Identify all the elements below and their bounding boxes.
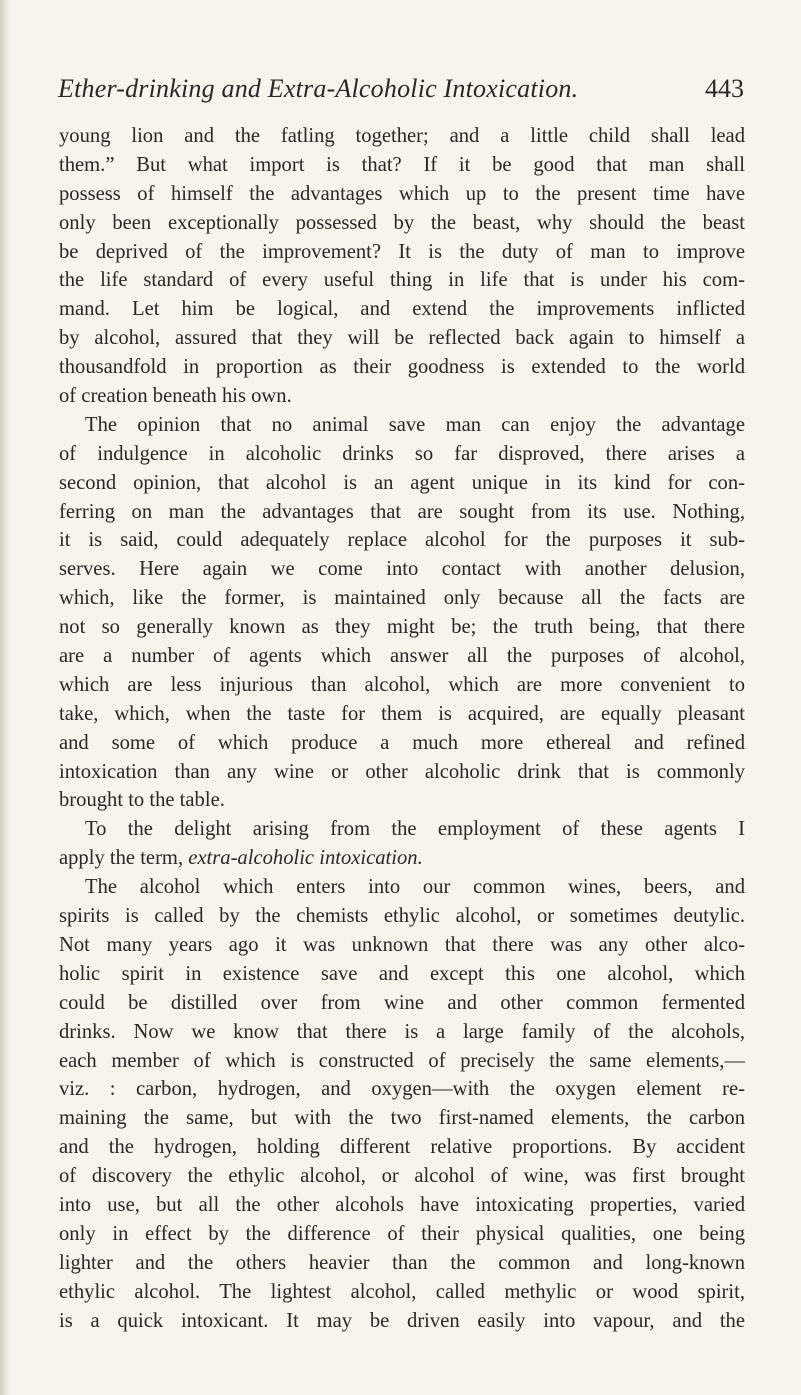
text-line: take, which, when the taste for them is acquired, are equally pleasant (59, 702, 745, 725)
paragraph-start-line: The opinion that no animal save man can enjoy the advantage (85, 413, 745, 436)
text-line: only been exceptionally possessed by the beast, why should the beast (59, 211, 745, 234)
text-line: mand. Let him be logical, and extend the improvements inflicted (59, 298, 745, 321)
text-line: viz. : carbon, hydrogen, and oxygen—with the oxygen element re- (59, 1078, 745, 1101)
text-line: them.” But what import is that? If it be good that man shall (59, 153, 745, 176)
text-line: each member of which is constructed of precisely the same elements,— (59, 1049, 745, 1072)
page-header (58, 74, 744, 116)
text-line: ferring on man the advantages that are sought from its use. Nothing, (59, 500, 745, 523)
text-line: into use, but all the other alcohols have intoxicating properties, varied (59, 1193, 745, 1216)
text-line: the life standard of every useful thing in life that is under his com- (59, 269, 745, 292)
text-line: holic spirit in existence save and except this one alcohol, which (59, 962, 745, 985)
running-title: Ether-drinking and Extra-Alcoholic Intoxication. (58, 74, 579, 103)
italic-term: extra-alcoholic intoxication. (188, 847, 423, 870)
text-line: spirits is called by the chemists ethylic alcohol, or sometimes deutylic. (59, 905, 745, 928)
text-line: which, like the former, is maintained only because all the facts are (59, 587, 745, 610)
text-line: only in effect by the difference of their physical qualities, one being (59, 1222, 745, 1245)
text-line-with-term (59, 844, 745, 873)
text-line: could be distilled over from wine and other common fermented (59, 991, 745, 1014)
text-line: drinks. Now we know that there is a large family of the alcohols, (59, 1020, 745, 1043)
text-line: intoxication than any wine or other alcoholic drink that is commonly (59, 760, 745, 783)
page-number: 443 (705, 74, 744, 103)
paragraph-start-line: The alcohol which enters into our common wines, beers, and (85, 876, 745, 899)
text-line: possess of himself the advantages which up to the present time have (59, 182, 745, 205)
text-line: it is said, could adequately replace alcohol for the purposes it sub- (59, 529, 745, 552)
page-gutter-shadow (0, 0, 10, 1395)
text-line: serves. Here again we come into contact with another delusion, (59, 558, 745, 581)
text-line: of discovery the ethylic alcohol, or alcohol of wine, was first brought (59, 1165, 745, 1188)
text-line: thousandfold in proportion as their goodness is extended to the world (59, 356, 745, 379)
text-line: second opinion, that alcohol is an agent unique in its kind for con- (59, 471, 745, 494)
text-line: maining the same, but with the two first-named elements, the carbon (59, 1107, 745, 1130)
text-line: Not many years ago it was unknown that there was any other alco- (59, 933, 745, 956)
paragraph-start-line: To the delight arising from the employment of these agents I (85, 818, 745, 841)
text-line: are a number of agents which answer all the purposes of alcohol, (59, 645, 745, 668)
text-line: is a quick intoxicant. It may be driven easily into vapour, and the (59, 1309, 745, 1332)
text-line: ethylic alcohol. The lightest alcohol, called methylic or wood spirit, (59, 1280, 745, 1303)
text-line: by alcohol, assured that they will be reflected back again to himself a (59, 327, 745, 350)
body-text (59, 122, 745, 1335)
text-line: and some of which produce a much more ethereal and refined (59, 731, 745, 754)
text-line: of indulgence in alcoholic drinks so far disproved, there arises a (59, 442, 745, 465)
text-line: and the hydrogen, holding different relative proportions. By accident (59, 1136, 745, 1159)
text-line: young lion and the fatling together; and a little child shall lead (59, 125, 745, 147)
text-segment: apply the term, (59, 847, 184, 870)
text-line: of creation beneath his own. (59, 385, 292, 408)
text-line: lighter and the others heavier than the common and long-known (59, 1251, 745, 1274)
text-line: brought to the table. (59, 789, 225, 812)
text-line: be deprived of the improvement? It is the duty of man to improve (59, 240, 745, 263)
text-line: which are less injurious than alcohol, which are more convenient to (59, 673, 745, 696)
text-line: not so generally known as they might be; the truth being, that there (59, 616, 745, 639)
